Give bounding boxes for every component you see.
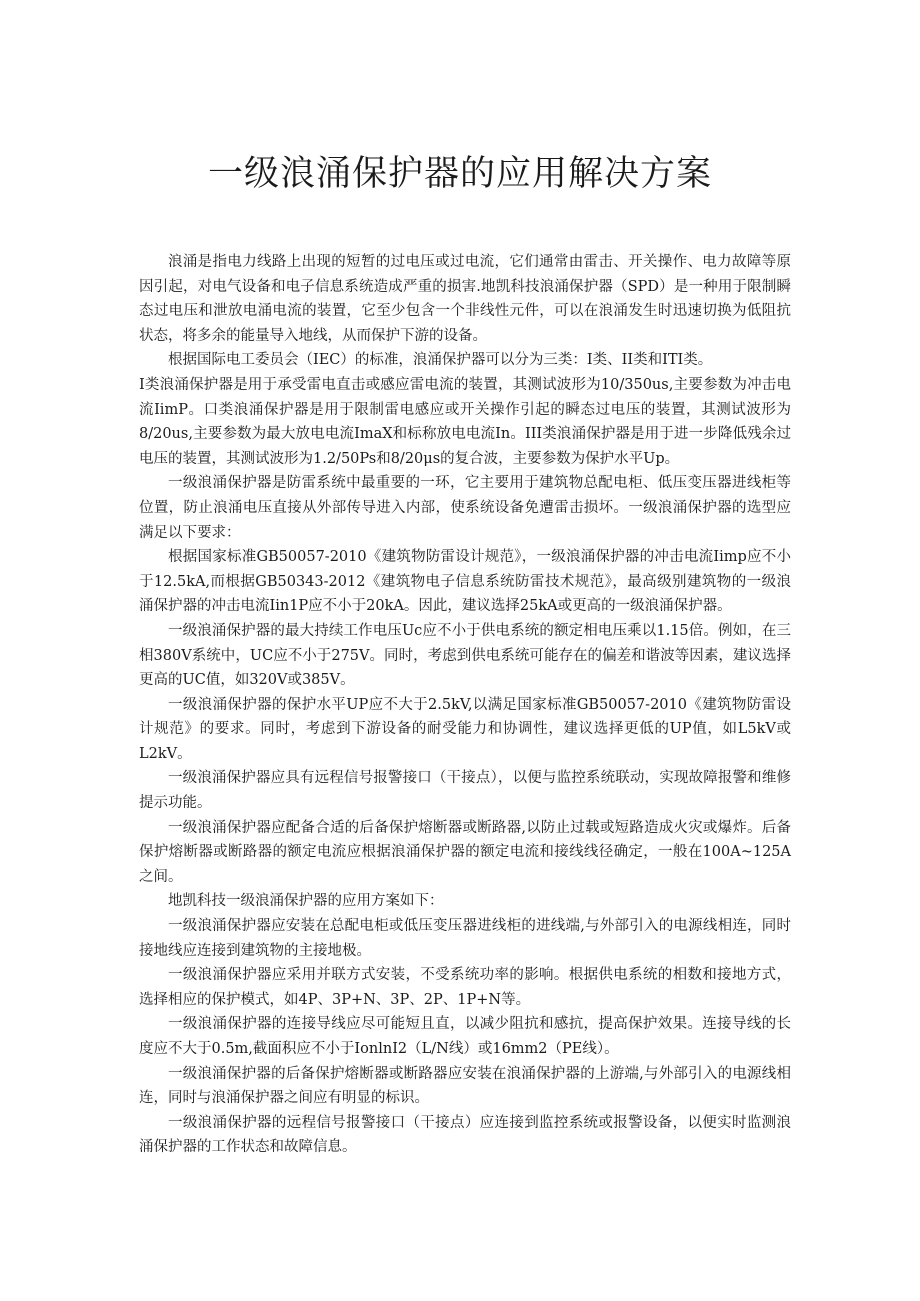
paragraph: 根据国际电工委员会（IEC）的标准，浪涌保护器可以分为三类：I类、II类和ITI类。 bbox=[168, 352, 713, 369]
document-body bbox=[139, 250, 791, 1160]
paragraph: 一级浪涌保护器是防雷系统中最重要的一环，它主要用于建筑物总配电柜、低压变压器进线柜等位置，防止浪涌电压直接从外部传导进入内部，使系统设备免遭雷击损坏。一级浪涌保护器的选型应满足以下要求： bbox=[139, 475, 791, 541]
paragraph: 一级浪涌保护器应安装在总配电柜或低压变压器进线柜的进线端,与外部引入的电源线相连，同时接地线应连接到建筑物的主接地极。 bbox=[139, 918, 791, 959]
paragraph: 一级浪涌保护器的后备保护熔断器或断路器应安装在浪涌保护器的上游端,与外部引入的电源线相连，同时与浪涌保护器之间应有明显的标识。 bbox=[139, 1065, 791, 1107]
paragraph: 地凯科技一级浪涌保护器的应用方案如下： bbox=[168, 893, 444, 910]
paragraph: 一级浪涌保护器应配备合适的后备保护熔断器或断路器,以防止过载或短路造成火灾或爆炸。后备保护熔断器或断路器的额定电流应根据浪涌保护器的额定电流和接线线径确定，一般在100A~125A之间。 bbox=[139, 819, 791, 885]
paragraph: 一级浪涌保护器的最大持续工作电压Uc应不小于供电系统的额定相电压乘以1.15倍。例如，在三相380V系统中，UC应不小于275V。同时，考虑到供电系统可能存在的偏差和谐波等因素，建议选择更高的UC值，如320V或385V。 bbox=[139, 622, 791, 689]
paragraph: 一级浪涌保护器应采用并联方式安装，不受系统功率的影响。根据供电系统的相数和接地方式，选择相应的保护模式，如4P、3P+N、3P、2P、1P+N等。 bbox=[139, 967, 791, 1008]
paragraph: 一级浪涌保护器应具有远程信号报警接口（干接点），以便与监控系统联动，实现故障报警和维修提示功能。 bbox=[139, 770, 791, 812]
paragraph: 一级浪涌保护器的连接导线应尽可能短且直，以减少阻抗和感抗，提高保护效果。连接导线的长度应不大于0.5m,截面积应不小于IonlnI2（L/N线）或16mm2（PE线）。 bbox=[139, 1016, 791, 1057]
paragraph: 一级浪涌保护器的远程信号报警接口（干接点）应连接到监控系统或报警设备，以便实时监测浪涌保护器的工作状态和故障信息。 bbox=[139, 1114, 791, 1156]
paragraph: 一级浪涌保护器的保护水平UP应不大于2.5kV,以满足国家标准GB50057-2010《建筑物防雷设计规范》的要求。同时，考虑到下游设备的耐受能力和协调性，建议选择更低的UP值，如L5kV或L2kV。 bbox=[139, 696, 791, 762]
paragraph: 根据国家标准GB50057-2010《建筑物防雷设计规范》，一级浪涌保护器的冲击电流Iimp应不小于12.5kA,而根据GB50343-2012《建筑物电子信息系统防雷技术规范》，最高级别建筑物的一级浪涌保护器的冲击电流Iin1P应不小于20kA。因此，建议选择25kA或更高的一级浪涌保护器。 bbox=[139, 549, 791, 615]
document-title: 一级浪涌保护器的应用解决方案 bbox=[207, 154, 712, 194]
paragraph: 浪涌是指电力线路上出现的短暂的过电压或过电流，它们通常由雷击、开关操作、电力故障等原因引起，对电气设备和电子信息系统造成严重的损害.地凯科技浪涌保护器（SPD）是一种用于限制瞬态过电压和泄放电涌电流的装置，它至少包含一个非线性元件，可以在浪涌发生时迅速切换为低阻抗状态，将多余的能量导入地线，从而保护下游的设备。 bbox=[139, 254, 791, 344]
paragraph: I类浪涌保护器是用于承受雷电直击或感应雷电流的装置，其测试波形为10/350us,主要参数为冲击电流IimP。口类浪涌保护器是用于限制雷电感应或开关操作引起的瞬态过电压的装置，其测试波形为8/20us,主要参数为最大放电电流ImaX和标称放电电流In。III类浪涌保护器是用于进一步降低残余过电压的装置，其测试波形为1.2/50Ps和8/20μs的复合波，主要参数为保护水平Up。 bbox=[139, 376, 791, 467]
